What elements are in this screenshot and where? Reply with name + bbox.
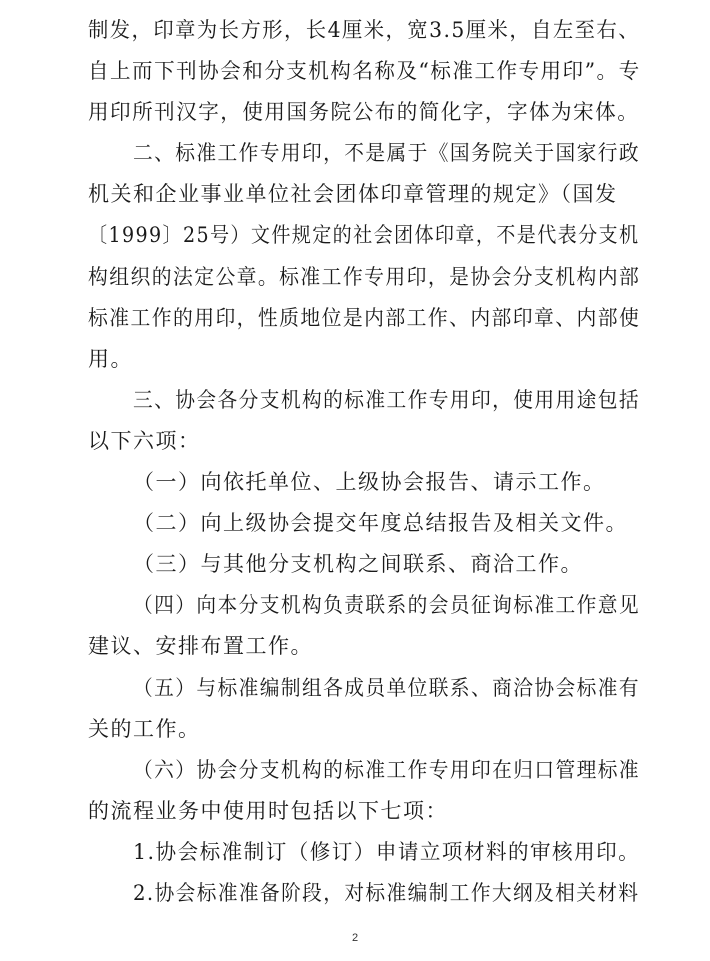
text-line: 建议、安排布置工作。 — [88, 634, 313, 659]
text-line: 构组织的法定公章。标准工作专用印，是协会分支机构内部 — [88, 264, 641, 289]
text-line: 标准工作的用印，性质地位是内部工作、内部印章、内部使 — [88, 305, 641, 330]
page-number: 2 — [351, 932, 359, 944]
text-line: （六）协会分支机构的标准工作专用印在归口管理标准 — [133, 757, 641, 782]
text-line: 用。 — [88, 346, 133, 371]
text-line: （一）向依托单位、上级协会报告、请示工作。 — [133, 470, 606, 495]
text-line: 关的工作。 — [88, 716, 201, 741]
text-line: （三）与其他分支机构之间联系、商洽工作。 — [133, 552, 583, 577]
text-line: 用印所刊汉字，使用国务院公布的简化字，字体为宋体。 — [88, 100, 640, 125]
text-line: 机关和企业事业单位社会团体印章管理的规定》（国发 — [88, 182, 618, 207]
text-line: 的流程业务中使用时包括以下七项： — [88, 798, 448, 823]
text-line: 三、协会各分支机构的标准工作专用印，使用用途包括 — [133, 387, 641, 412]
text-line: （五）与标准编制组各成员单位联系、商洽协会标准有 — [133, 675, 641, 700]
text-line: 以下六项： — [88, 428, 201, 453]
text-line: （二）向上级协会提交年度总结报告及相关文件。 — [133, 511, 628, 536]
text-line: 二、标准工作专用印，不是属于《国务院关于国家行政 — [133, 141, 641, 166]
text-line: （四）向本分支机构负责联系的会员征询标准工作意见 — [133, 593, 641, 618]
text-line: 自上而下刊协会和分支机构名称及“标准工作专用印”。专 — [88, 59, 641, 84]
text-line: 2.协会标准准备阶段，对标准编制工作大纲及相关材料 — [133, 881, 640, 905]
text-line: 制发，印章为长方形，长4厘米，宽3.5厘米，自左至右、 — [88, 18, 641, 42]
text-line: 〔1999〕25号）文件规定的社会团体印章，不是代表分支机 — [88, 223, 640, 248]
text-line: 1.协会标准制订（修订）申请立项材料的审核用印。 — [133, 839, 641, 864]
